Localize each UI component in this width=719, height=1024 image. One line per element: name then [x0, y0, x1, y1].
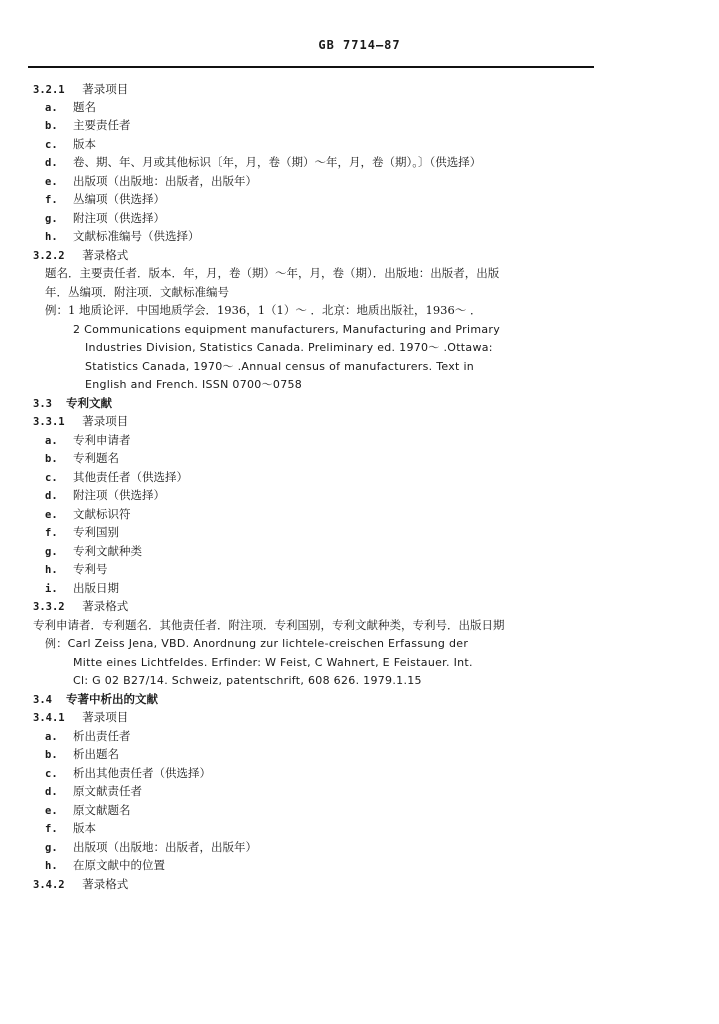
list-item: i. 出版日期 — [45, 581, 119, 595]
section-number: 3.3.1 — [33, 416, 65, 428]
example-line: Cl: G 02 B27/14. Schweiz, patentschrift, 608 626. 1979.1.15 — [73, 674, 422, 687]
section-title: 著录项目 — [82, 414, 129, 428]
list-item: b. 主要责任者 — [45, 118, 131, 132]
section-number: 3.4 — [33, 694, 52, 706]
section-3-3-heading — [33, 396, 112, 414]
example-line: English and French. ISSN 0700～0758 — [85, 378, 303, 391]
list-item: e. 出版项（出版地：出版者，出版年） — [45, 174, 257, 188]
format-line: 专利申请者．专利题名．其他责任者．附注项．专利国别，专利文献种类，专利号．出版日期 — [33, 618, 505, 632]
section-3-2-2-heading — [33, 248, 128, 266]
example-line: 例：1 地质论评．中国地质学会．1936，1（1）～ ．北京：地质出版社，1936～ ． — [45, 303, 482, 317]
example-line: 例：Carl Zeiss Jena, VBD. Anordnung zur lichtele-creischen Erfassung der — [45, 637, 469, 650]
section-3-3-2-heading — [33, 599, 128, 617]
example-line: Industries Division, Statistics Canada. Preliminary ed. 1970～ .Ottawa: — [85, 341, 493, 354]
list-item: h. 专利号 — [45, 562, 108, 576]
list-item: e. 原文献题名 — [45, 803, 131, 817]
list-item: g. 出版项（出版地：出版者，出版年） — [45, 840, 257, 854]
list-item: g. 专利文献种类 — [45, 544, 142, 558]
list-item: e. 文献标识符 — [45, 507, 131, 521]
list-item: b. 析出题名 — [45, 747, 119, 761]
list-item: d. 附注项（供选择） — [45, 488, 165, 502]
section-3-4-heading — [33, 692, 158, 710]
list-item: a. 专利申请者 — [45, 433, 131, 447]
section-3-3-1-heading — [33, 414, 128, 432]
header-rule — [28, 66, 594, 68]
section-number: 3.4.1 — [33, 712, 65, 724]
section-title: 专利文献 — [65, 396, 112, 410]
section-title: 专著中析出的文献 — [65, 692, 158, 706]
list-item: f. 丛编项（供选择） — [45, 192, 165, 206]
section-3-2-1-heading — [33, 82, 128, 100]
format-line: 年．丛编项．附注项．文献标准编号 — [45, 285, 229, 299]
list-item: h. 在原文献中的位置 — [45, 858, 165, 872]
section-title: 著录项目 — [82, 710, 129, 724]
example-line: Statistics Canada, 1970～ .Annual census of manufacturers. Text in — [85, 360, 475, 373]
section-title: 著录格式 — [82, 248, 129, 262]
section-number: 3.2.2 — [33, 250, 65, 262]
list-item: c. 析出其他责任者（供选择） — [45, 766, 211, 780]
list-item: g. 附注项（供选择） — [45, 211, 165, 225]
list-item: d. 原文献责任者 — [45, 784, 142, 798]
example-line: 2 Communications equipment manufacturers, Manufacturing and Primary — [73, 323, 501, 336]
section-title: 著录项目 — [82, 82, 129, 96]
section-3-4-2-heading — [33, 877, 128, 895]
list-item: a. 题名 — [45, 100, 96, 114]
list-item: f. 版本 — [45, 821, 96, 835]
format-line: 题名．主要责任者．版本．年，月，卷（期）～年，月，卷（期）．出版地：出版者，出版 — [45, 266, 500, 280]
list-item: h. 文献标准编号（供选择） — [45, 229, 200, 243]
list-item: a. 析出责任者 — [45, 729, 131, 743]
list-item: c. 版本 — [45, 137, 96, 151]
section-title: 著录格式 — [82, 877, 129, 891]
example-line: Mitte eines Lichtfeldes. Erfinder: W Feist, C Wahnert, E Feistauer. Int. — [73, 656, 473, 669]
list-item: f. 专利国别 — [45, 525, 119, 539]
list-item: d. 卷、期、年、月或其他标识〔年，月，卷（期）～年，月，卷（期）。〕（供选择） — [45, 155, 482, 169]
section-title: 著录格式 — [82, 599, 129, 613]
list-item: b. 专利题名 — [45, 451, 119, 465]
section-number: 3.3.2 — [33, 601, 65, 613]
page-header: GB 7714—87 — [318, 38, 401, 52]
list-item: c. 其他责任者（供选择） — [45, 470, 188, 484]
section-number: 3.2.1 — [33, 84, 65, 96]
section-3-4-1-heading — [33, 710, 128, 728]
section-number: 3.3 — [33, 398, 52, 410]
section-number: 3.4.2 — [33, 879, 65, 891]
